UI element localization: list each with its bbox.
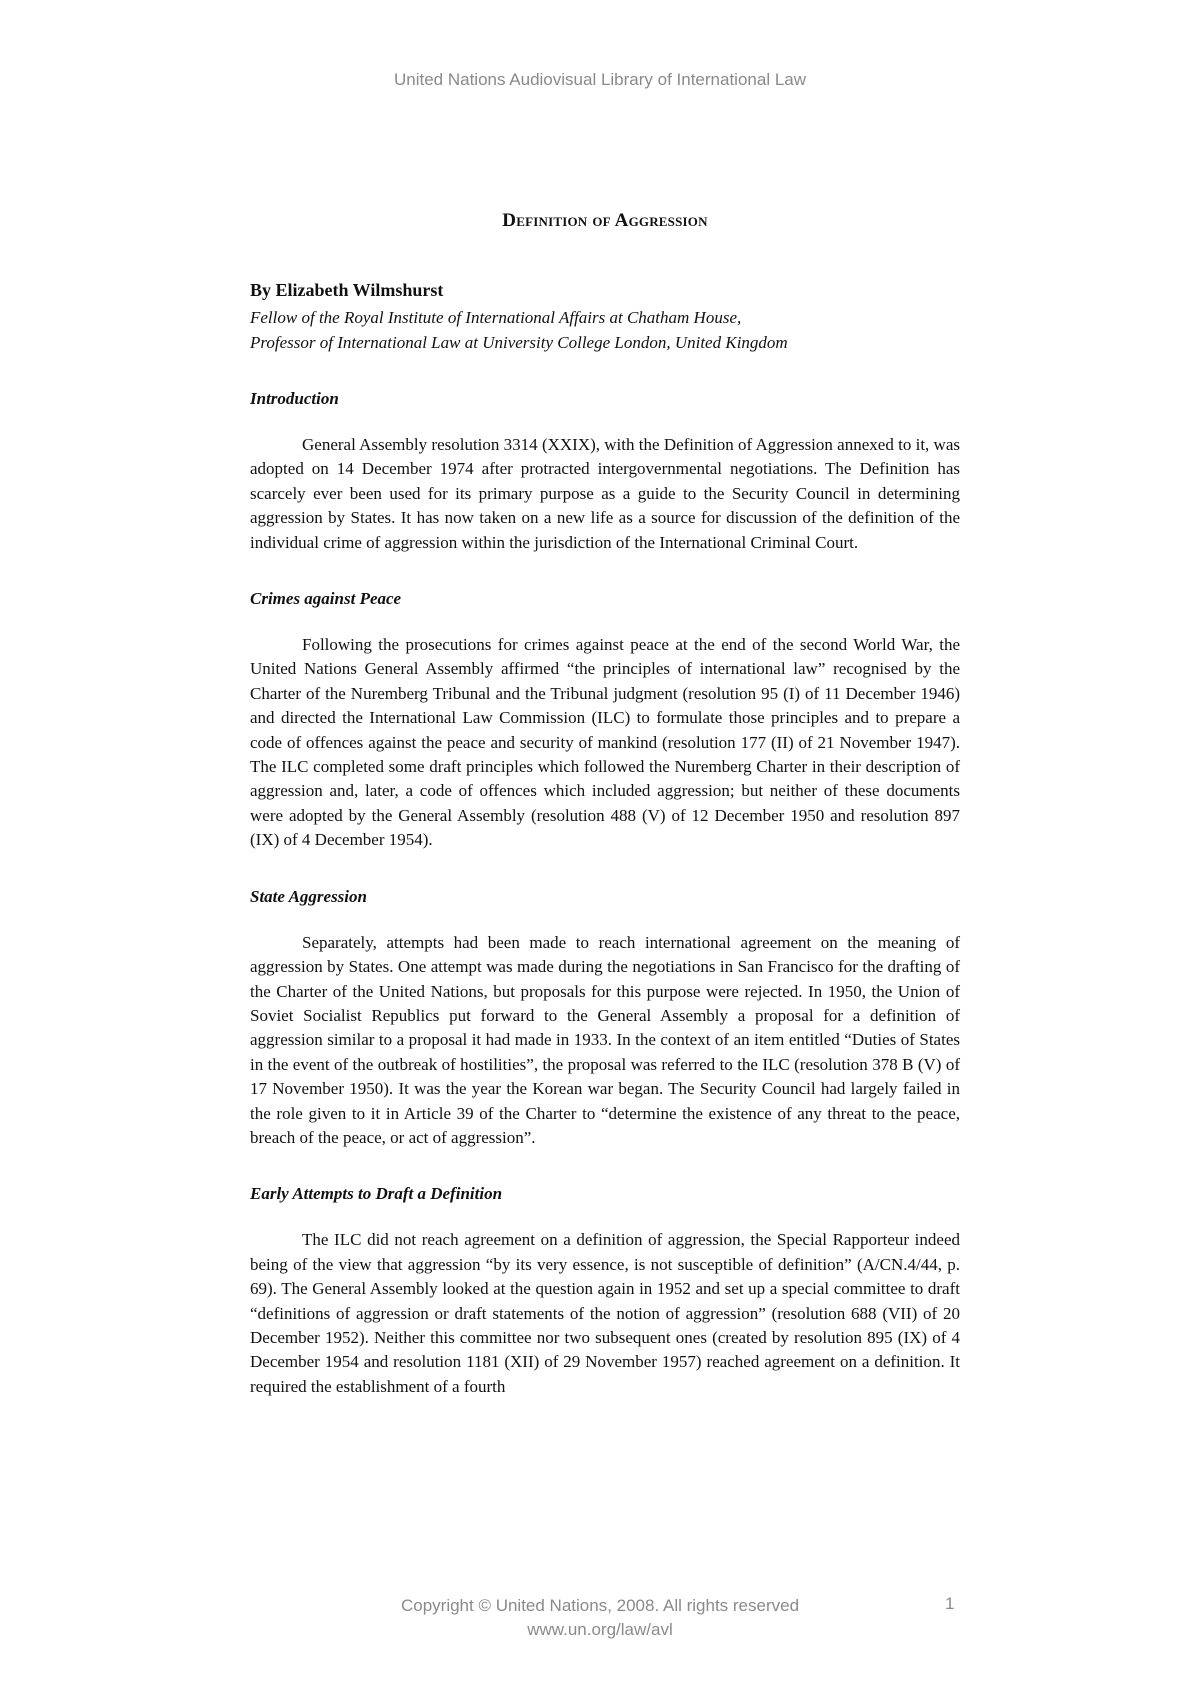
paragraph-crimes-against-peace: Following the prosecutions for crimes against peace at the end of the second World War, the United Nations General Assembly affirmed “the principles of international law” recognised by the Charter of the Nuremberg Tribunal and the Tribunal judgment (resolution 95 (I) of 11 December 1946) and directed the International Law Commission (ILC) to formulate those principles and to prepare a code of offences against the peace and security of mankind (resolution 177 (II) of 21 November 1947). The ILC completed some draft principles which followed the Nuremberg Charter in their description of aggression and, later, a code of offences which included aggression; but neither of these documents were adopted by the General Assembly (resolution 488 (V) of 12 December 1950 and resolution 897 (IX) of 4 December 1954). bbox=[250, 635, 960, 850]
section-heading-state-aggression: State Aggression bbox=[250, 886, 367, 906]
paragraph-introduction: General Assembly resolution 3314 (XXIX), with the Definition of Aggression annexed to it, was adopted on 14 December 1974 after protracted intergovernmental negotiations. The Definition has scarcely ever been used for its primary purpose as a guide to the Security Council in determining aggression by States. It has now taken on a new life as a source for discussion of the definition of the individual crime of aggression within the jurisdiction of the International Criminal Court. bbox=[250, 435, 960, 552]
paragraph-early-attempts: The ILC did not reach agreement on a definition of aggression, the Special Rapporteur indeed being of the view that aggression “by its very essence, is not susceptible of definition” (A/CN.4/44, p. 69). The General Assembly looked at the question again in 1952 and set up a special committee to draft “definitions of aggression or draft statements of the notion of aggression” (resolution 688 (VII) of 20 December 1952). Neither this committee nor two subsequent ones (created by resolution 895 (IX) of 4 December 1954 and resolution 1181 (XII) of 29 November 1957) reached agreement on a definition. It required the establishment of a fourth bbox=[250, 1230, 960, 1396]
affiliation-line: Professor of International Law at University College London, United Kingdom bbox=[250, 333, 788, 352]
running-header: United Nations Audiovisual Library of International Law bbox=[393, 70, 807, 89]
section-heading-introduction: Introduction bbox=[250, 389, 339, 408]
document-body bbox=[250, 210, 960, 1399]
affiliation-line: Fellow of the Royal Institute of International Affairs at Chatham House, bbox=[250, 308, 742, 327]
page-number: 1 bbox=[945, 1594, 955, 1613]
section-heading-early-attempts: Early Attempts to Draft a Definition bbox=[250, 1184, 503, 1204]
document-title: Definition of Aggression bbox=[502, 210, 708, 231]
paragraph-state-aggression: Separately, attempts had been made to reach international agreement on the meaning of aggression by States. One attempt was made during the negotiations in San Francisco for the drafting of the Charter of the United Nations, but proposals for this purpose were rejected. In 1950, the Union of Soviet Socialist Republics put forward to the General Assembly a proposal for a definition of aggression similar to a proposal it had made in 1933. In the context of an item entitled “Duties of States in the event of the outbreak of hostilities”, the proposal was referred to the ILC (resolution 378 B (V) of 17 November 1950). It was the year the Korean war began. The Security Council had largely failed in the role given to it in Article 39 of the Charter to “determine the existence of any threat to the peace, breach of the peace, or act of aggression”. bbox=[250, 932, 960, 1147]
page-footer bbox=[0, 1594, 1200, 1642]
section-heading-crimes-against-peace: Crimes against Peace bbox=[250, 589, 402, 609]
footer-url: www.un.org/law/avl bbox=[527, 1620, 673, 1639]
author-line: By Elizabeth Wilmshurst bbox=[250, 280, 444, 300]
copyright-notice: Copyright © United Nations, 2008. All rights reserved bbox=[400, 1596, 800, 1615]
